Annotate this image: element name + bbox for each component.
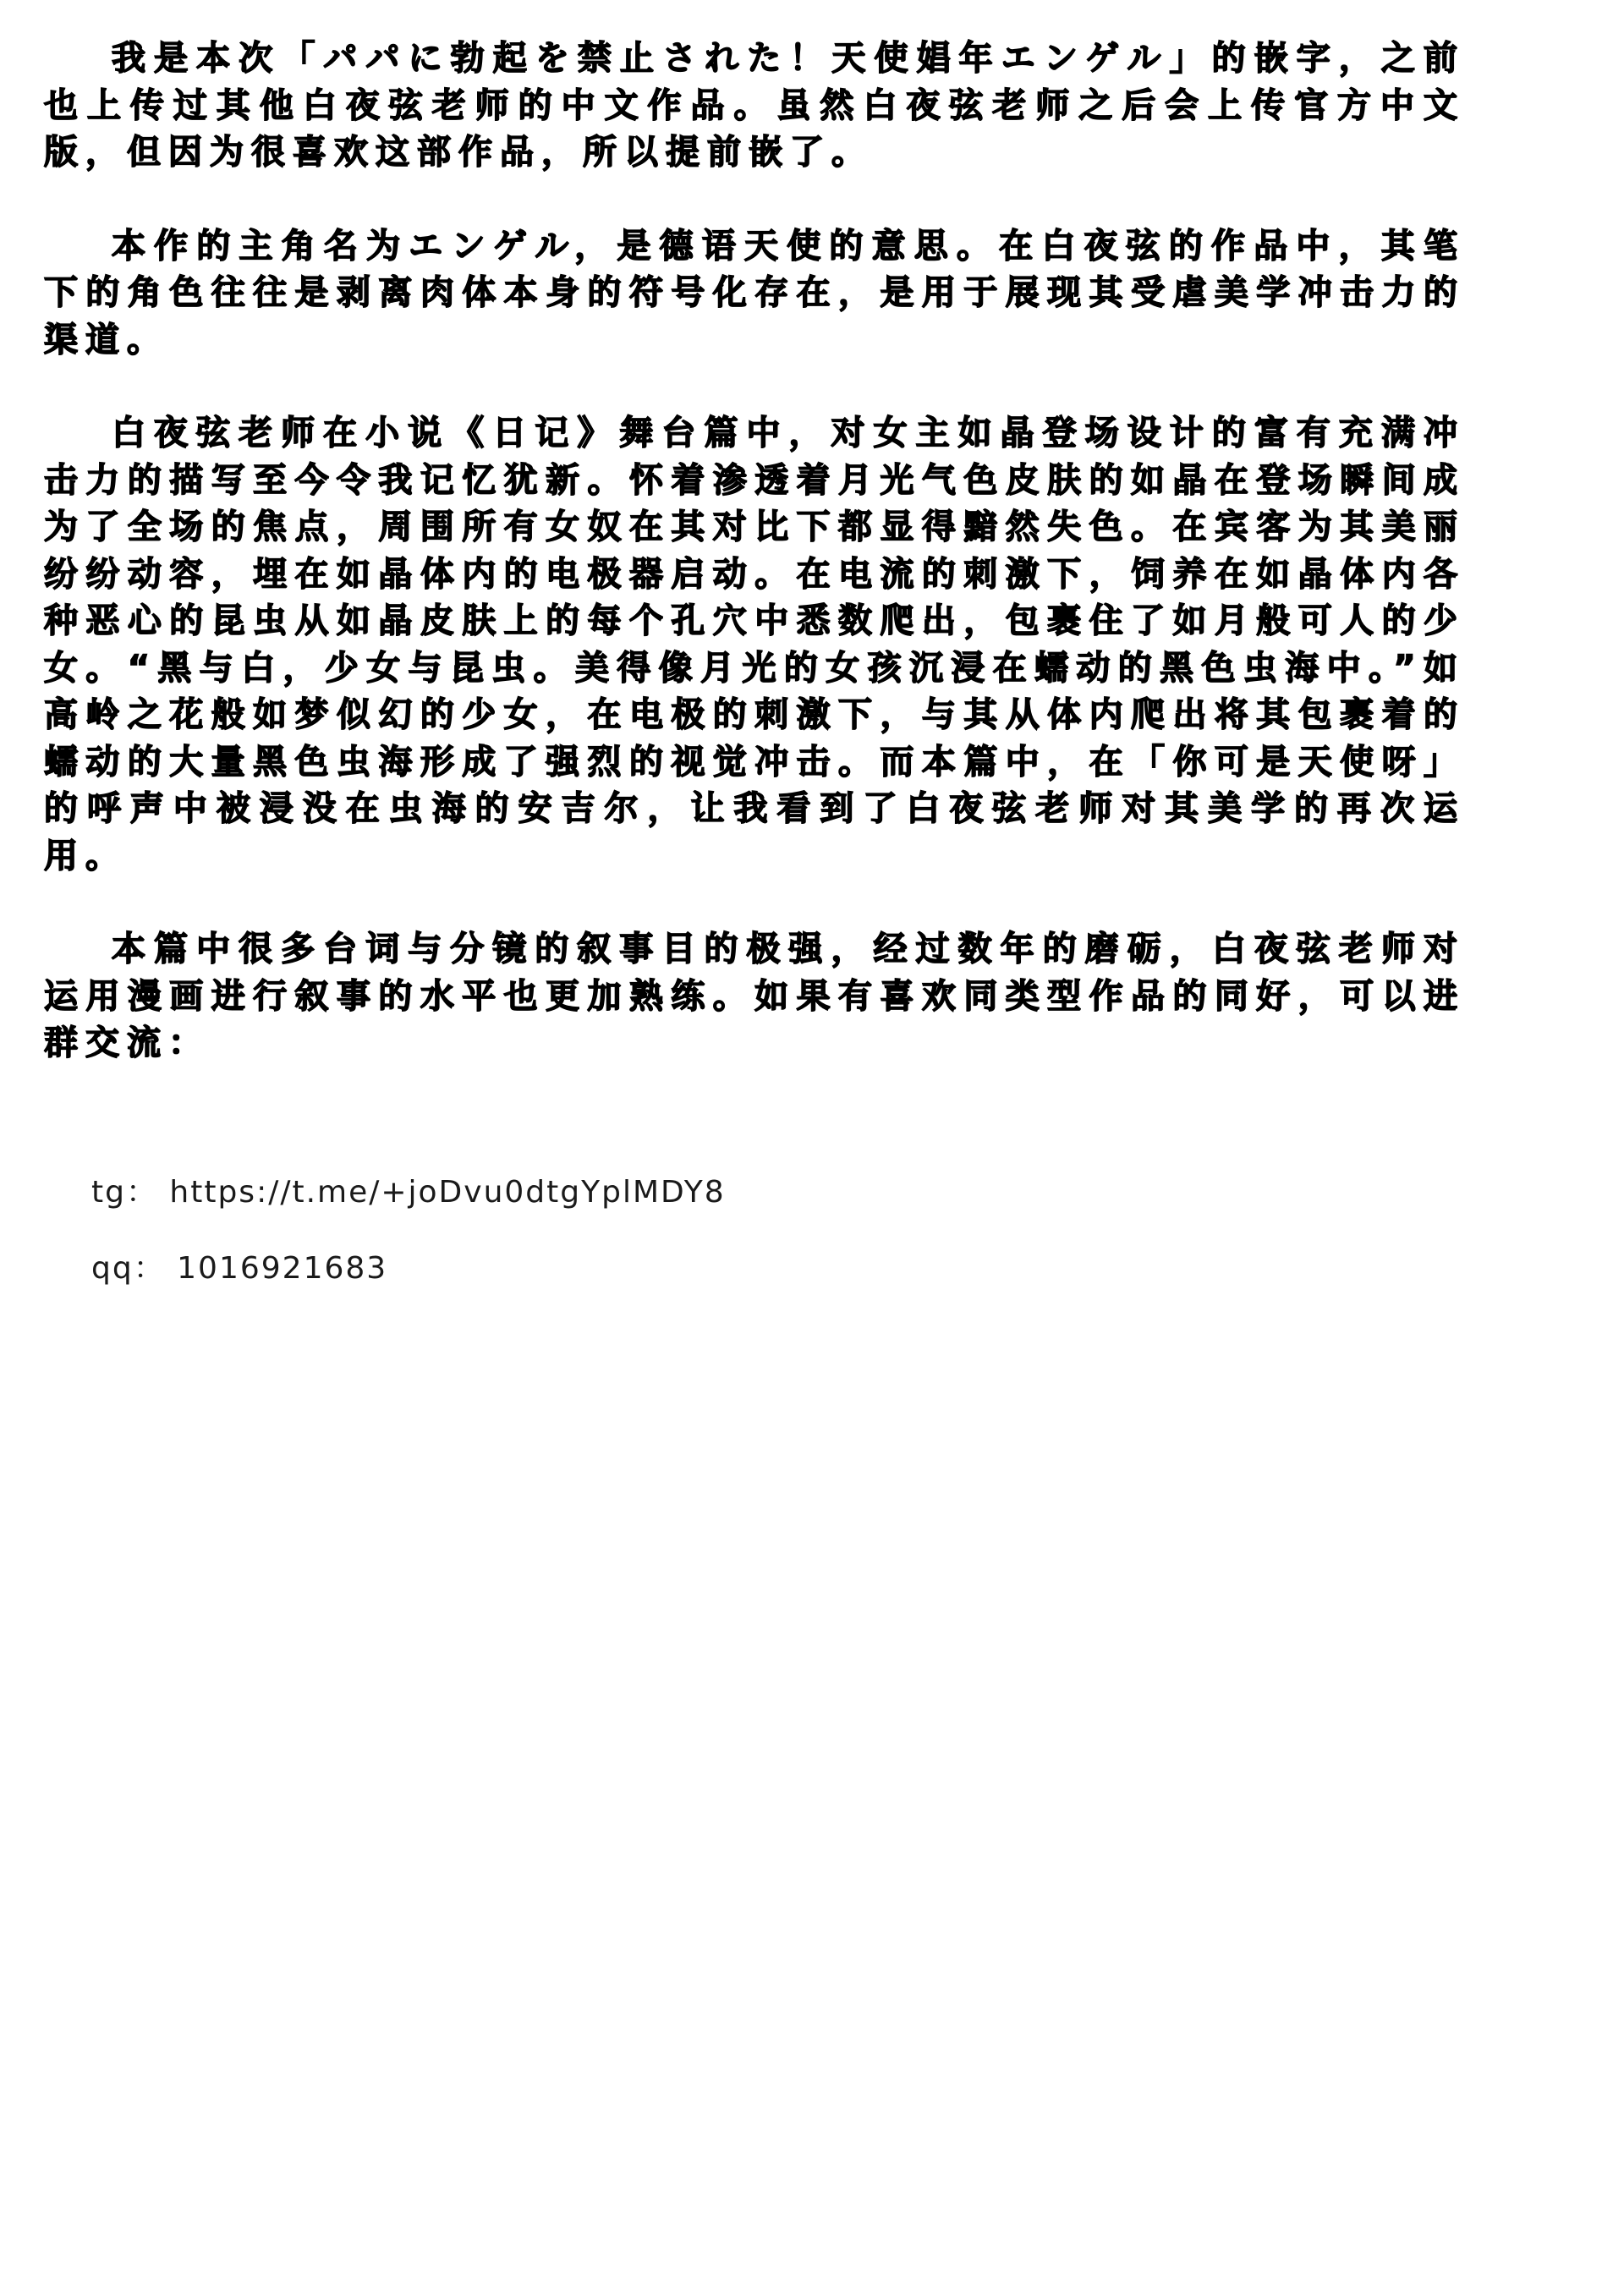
paragraph-diary: 白夜弦老师在小说《日记》舞台篇中，对女主如晶登场设计的富有充满冲击力的描写至今令我记忆犹新。怀着渗透着月光气色皮肤的如晶在登场瞬间成为了全场的焦点，周围所有女奴在其对比下都显得黯然失色。在宾客为其美丽纷纷动容，埋在如晶体内的电极器启动。在电流的刺激下，饲养在如晶体内各种恶心的昆虫从如晶皮肤上的每个孔穴中悉数爬出，包裹住了如月般可人的少女。“黑与白，少女与昆虫。美得像月光的女孩沉浸在蠕动的黑色虫海中。”如高岭之花般如梦似幻的少女，在电极的刺激下，与其从体内爬出将其包裹着的蠕动的大量黑色虫海形成了强烈的视觉冲击。而本篇中，在「你可是天使呀」的呼声中被浸没在虫海的安吉尔，让我看到了白夜弦老师对其美学的再次运用。 [44, 414, 1465, 875]
telegram-link[interactable]: tg： https://t.me/+joDvu0dtgYplMDY8 [91, 1175, 726, 1210]
qq-number: qq： 1016921683 [91, 1251, 388, 1286]
translator-note [44, 36, 1465, 1114]
paragraph-closing: 本篇中很多台词与分镜的叙事目的极强，经过数年的磨砺，白夜弦老师对运用漫画进行叙事的水平也更加熟练。如果有喜欢同类型作品的同好，可以进群交流： [44, 930, 1465, 1062]
contact-info [91, 1172, 726, 1325]
paragraph-protagonist: 本作的主角名为エンゲル，是德语天使的意思。在白夜弦的作品中，其笔下的角色往往是剥离肉体本身的符号化存在，是用于展现其受虐美学冲击力的渠道。 [44, 226, 1465, 359]
paragraph-intro: 我是本次「パパに勃起を禁止された！天使娼年エンゲル」的嵌字，之前也上传过其他白夜弦老师的中文作品。虽然白夜弦老师之后会上传官方中文版，但因为很喜欢这部作品，所以提前嵌了。 [44, 39, 1465, 172]
